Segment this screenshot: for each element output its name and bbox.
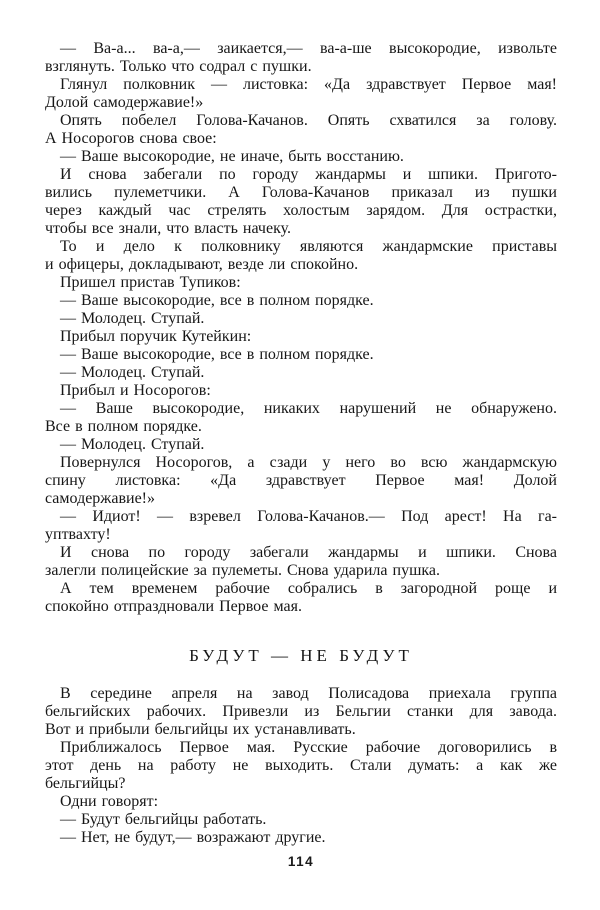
text-line: взглянуть. Только что содрал с пушки. <box>45 58 312 75</box>
text-line: — Ваше высокородие, все в полном порядке. <box>60 292 374 309</box>
paragraph <box>45 793 557 811</box>
text-line: То и дело к полковнику являются жандармские приставы <box>60 238 557 255</box>
text-line: — Ваше высокородие, не иначе, быть восстанию. <box>60 148 404 165</box>
chapter-heading: БУДУТ — НЕ БУДУТ <box>189 646 413 665</box>
text-line: самодержавие!» <box>45 490 156 507</box>
paragraph <box>45 739 557 793</box>
page-number: 114 <box>287 854 315 869</box>
text-line: — Нет, не будут,— возражают другие. <box>60 829 326 846</box>
chapter-text-section <box>45 685 557 847</box>
paragraph <box>45 685 557 739</box>
paragraph <box>45 328 557 346</box>
text-line: Глянул полковник — листовка: «Да здравствует Первое мая! <box>60 76 557 93</box>
paragraph <box>45 580 557 616</box>
text-line: И снова по городу забегали жандармы и шпики. Снова <box>60 544 557 561</box>
paragraph <box>45 811 557 829</box>
text-line: через каждый час стрелять холостым зарядом. Для острастки, <box>45 202 557 219</box>
text-line: чтобы все знали, что власть начеку. <box>45 220 292 237</box>
text-line: Повернулся Носорогов, а сзади у него во всю жандармскую <box>60 454 557 471</box>
paragraph <box>45 112 557 148</box>
text-line: Пришел пристав Тупиков: <box>60 274 241 291</box>
text-line: — Ваше высокородие, никаких нарушений не обнаружено. <box>60 400 557 417</box>
text-line: — Идиот! — взревел Голова-Качанов.— Под арест! На га- <box>60 508 557 525</box>
text-line: бельгийских рабочих. Привезли из Бельгии станки для завода. <box>45 703 557 720</box>
text-line: Прибыл и Носорогов: <box>60 382 211 399</box>
text-line: — Будут бельгийцы работать. <box>60 811 267 828</box>
text-line: — Молодец. Ступай. <box>60 436 205 453</box>
paragraph <box>45 40 557 76</box>
paragraph <box>45 292 557 310</box>
text-line: — Молодец. Ступай. <box>60 364 205 381</box>
paragraph <box>45 238 557 274</box>
paragraph <box>45 454 557 508</box>
paragraph <box>45 274 557 292</box>
text-line: Опять побелел Голова-Качанов. Опять схватился за голову. <box>60 112 557 129</box>
paragraph <box>45 544 557 580</box>
text-line: Вот и прибыли бельгийцы их устанавливать. <box>45 721 356 738</box>
text-line: и офицеры, докладывают, везде ли спокойно. <box>45 256 359 273</box>
paragraph <box>45 364 557 382</box>
paragraph <box>45 166 557 238</box>
text-line: — Ваше высокородие, все в полном порядке. <box>60 346 374 363</box>
text-line: спокойно отпраздновали Первое мая. <box>45 598 302 615</box>
text-line: уптвахту! <box>45 526 111 543</box>
text-line: Прибыл поручик Кутейкин: <box>60 328 252 345</box>
paragraph <box>45 148 557 166</box>
text-line: этот день на работу не выходить. Стали думать: а как же <box>45 757 557 774</box>
paragraph <box>45 400 557 436</box>
paragraph <box>45 382 557 400</box>
text-line: А Носорогов снова свое: <box>45 130 217 147</box>
text-line: вились пулеметчики. А Голова-Качанов приказал из пушки <box>45 184 557 201</box>
text-line: И снова забегали по городу жандармы и шпики. Пригото- <box>60 166 557 183</box>
paragraph <box>45 76 557 112</box>
text-line: залегли полицейские за пулеметы. Снова ударила пушка. <box>45 562 441 579</box>
story-ending-section <box>45 40 557 616</box>
text-line: — Ва-а... ва-а,— заикается,— ва-а-ше высокородие, извольте <box>60 40 557 57</box>
text-line: В середине апреля на завод Полисадова приехала группа <box>60 685 557 702</box>
paragraph <box>45 508 557 544</box>
text-line: А тем временем рабочие собрались в загородной роще и <box>60 580 557 597</box>
paragraph <box>45 829 557 847</box>
text-line: Все в полном порядке. <box>45 418 202 435</box>
paragraph <box>45 346 557 364</box>
text-line: Долой самодержавие!» <box>45 94 204 111</box>
text-line: спину листовка: «Да здравствует Первое мая! Долой <box>45 472 557 489</box>
text-line: бельгийцы? <box>45 775 126 792</box>
text-line: Приближалось Первое мая. Русские рабочие договорились в <box>60 739 557 756</box>
text-line: — Молодец. Ступай. <box>60 310 205 327</box>
text-line: Одни говорят: <box>60 793 159 810</box>
paragraph <box>45 436 557 454</box>
paragraph <box>45 310 557 328</box>
